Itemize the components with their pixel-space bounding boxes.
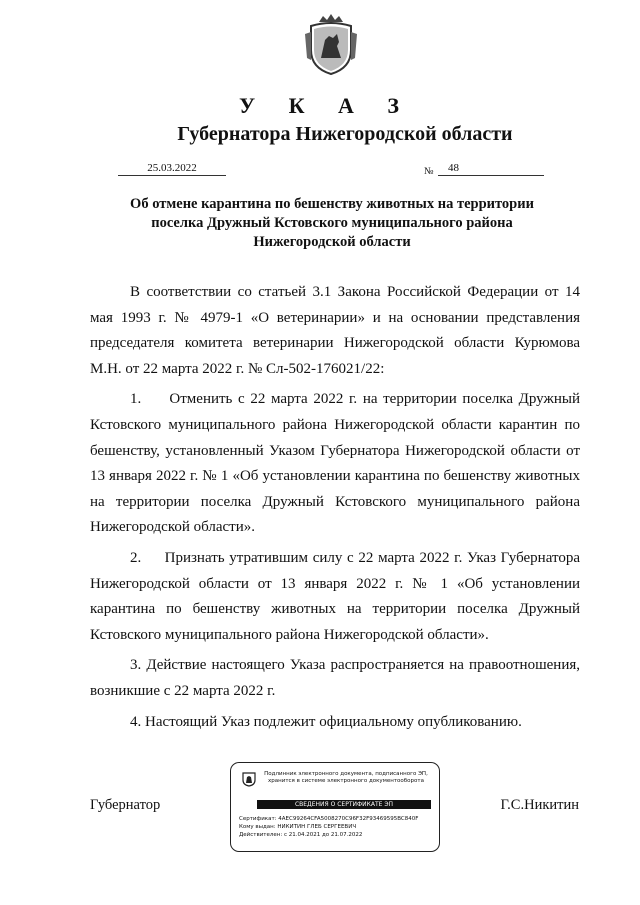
clause-3-paragraph: 3. Действие настоящего Указа распространяется на правоотношения, возникшие с 22 марта 2022 г. [90, 657, 580, 699]
document-title [90, 195, 574, 252]
validity-line: Действителен: с 21.04.2021 до 21.07.2022 [239, 832, 363, 838]
signatory-name: Г.С.Никитин [500, 797, 579, 813]
document-date: 25.03.2022 [118, 162, 226, 176]
preamble-paragraph: В соответствии со статьей 3.1 Закона Российской Федерации от 14 мая 1993 г. № 4979-1 «О ветеринарии» и на основании представления председателя комитета ветеринарии Нижегородской области Курюмова М.Н. от 22 марта 2022 г. № Сл-502-176021/22: [90, 284, 580, 377]
stamp-header: СВЕДЕНИЯ О СЕРТИФИКАТЕ ЭП [257, 800, 431, 809]
stamp-notice: Подлинник электронного документа, подписанного ЭП, хранится в системе электронного документооборота [264, 771, 428, 784]
title-line: Нижегородской области [253, 234, 411, 250]
region-emblem-icon [241, 771, 257, 787]
issued-to-line: Кому выдан: НИКИТИН ГЛЕБ СЕРГЕЕВИЧ [239, 824, 357, 830]
clause-2-paragraph: 2. Признать утратившим силу с 22 марта 2022 г. Указ Губернатора Нижегородской области от 13 января 2022 г. № 1 «Об установлении карантина по бешенству животных на территории поселка Дружный Кстовского муниципального района Нижегородской области». [90, 549, 580, 643]
clause-1-paragraph: 1. Отменить с 22 марта 2022 г. на территории поселка Дружный Кстовского муниципального района Нижегородской области карантин по бешенству, установленный Указом Губернатора Нижегородской области от 13 января 2022 г. № 1 «Об установлении карантина по бешенству животных на территории поселка Дружный Кстовского муниципального района Нижегородской области». [90, 391, 580, 536]
certificate-line: Сертификат: 4AEC99264CFA5008270C96F32F93469595BC840F [239, 816, 419, 822]
coat-of-arms-emblem [303, 14, 359, 76]
number-label: № [424, 166, 434, 177]
issuer-heading: Губернатора Нижегородской области [177, 123, 513, 145]
clause-4-paragraph: 4. Настоящий Указ подлежит официальному опубликованию. [130, 713, 522, 730]
title-line: поселка Дружный Кстовского муниципального района [151, 215, 513, 231]
stamp-details [239, 815, 418, 839]
document-body [90, 280, 580, 740]
signatory-position: Губернатор [90, 797, 161, 813]
title-line: Об отмене карантина по бешенству животных на территории [130, 196, 534, 212]
document-type-heading: У К А З [238, 93, 414, 118]
document-number: 48 [438, 162, 544, 176]
electronic-signature-stamp [230, 762, 440, 852]
